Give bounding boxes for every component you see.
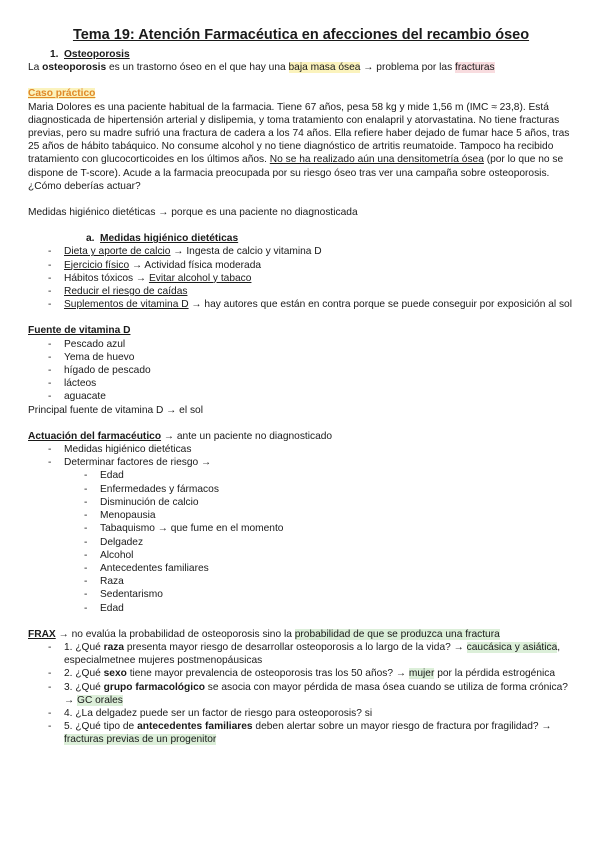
list-item: - Raza — [28, 575, 574, 588]
list-item: - Medidas higiénico dietéticas — [28, 443, 574, 456]
list-item: - 1. ¿Qué raza presenta mayor riesgo de desarrollar osteoporosis a lo largo de la vida? → caucásica y asiática, especialmetnee mujeres postmenopáusicas — [28, 641, 574, 667]
list-item: - Enfermedades y fármacos — [28, 483, 574, 496]
medidas-intro: Medidas higiénico dietéticas → porque es una paciente no diagnosticada — [28, 207, 358, 219]
list-item: - Antecedentes familiares — [28, 562, 574, 575]
medidas-list — [28, 245, 574, 311]
page-title: Tema 19: Atención Farmacéutica en afecciones del recambio óseo — [72, 27, 530, 43]
vitd-footer: Principal fuente de vitamina D → el sol — [28, 404, 203, 416]
list-item: - Delgadez — [28, 536, 574, 549]
list-item: - Edad — [28, 469, 574, 482]
list-item: - 2. ¿Qué sexo tiene mayor prevalencia de osteoporosis tras los 50 años? → mujer por la pérdida estrogénica — [28, 667, 574, 680]
actuacion-heading: Actuación del farmacéutico → ante un paciente no diagnosticado — [28, 430, 333, 442]
list-item: - Determinar factores de riesgo → — [28, 456, 574, 469]
list-item: - Ejercicio físico → Actividad física moderada — [28, 259, 574, 272]
factores-list — [28, 469, 574, 614]
frax-questions — [28, 641, 574, 747]
list-item: - 5. ¿Qué tipo de antecedentes familiares deben alertar sobre un mayor riesgo de fractura por fragilidad? → fracturas previas de un progenitor — [28, 720, 574, 746]
document-page — [28, 26, 574, 747]
caso-practico-label: Caso práctico — [28, 88, 96, 100]
list-item: - 3. ¿Qué grupo farmacológico se asocia con mayor pérdida de masa ósea cuando se utiliza de forma crónica? → GC orales — [28, 681, 574, 707]
list-item: - Pescado azul — [28, 338, 574, 351]
list-item: - 4. ¿La delgadez puede ser un factor de riesgo para osteoporosis? si — [28, 707, 574, 720]
list-item: - lácteos — [28, 377, 574, 390]
list-item: - Dieta y aporte de calcio → Ingesta de calcio y vitamina D — [28, 245, 574, 258]
list-item: - Menopausia — [28, 509, 574, 522]
list-item: - Reducir el riesgo de caídas — [28, 285, 574, 298]
vitd-heading: Fuente de vitamina D — [28, 325, 131, 337]
list-item: - Tabaquismo → que fume en el momento — [28, 522, 574, 535]
list-item: - Disminución de calcio — [28, 496, 574, 509]
medidas-heading: a. Medidas higiénico dietéticas — [86, 233, 239, 245]
list-item: - aguacate — [28, 390, 574, 403]
list-item: - Edad — [28, 602, 574, 615]
vitd-list — [28, 338, 574, 404]
list-item: - Yema de huevo — [28, 351, 574, 364]
list-item: - Alcohol — [28, 549, 574, 562]
caso-practico-text: Maria Dolores es una paciente habitual de la farmacia. Tiene 67 años, pesa 58 kg y mide 1,56 m (IMC ≈ 23,8). Está diagnosticada de hipertensión arterial y dislipemia, y toma tratamiento con enalapril y atorvastatina. No tiene fracturas previas, pero su madre sufrió una fractura de cadera a los 74 años. Ella refiere haber dejado de fumar hace 5 años, tras 25 años de hábito tabáquico. No consume alcohol y no tiene diagnóstico de artritis reumatoide. Tampoco ha recibido tratamiento con glucocorticoides en los últimos años. No se ha realizado aún una densitometría ósea (por lo que no se dispone de T-score). Acude a la farmacia preocupada por su riesgo óseo tras ver una campaña sobre osteoporosis. ¿Cómo deberías actuar? — [28, 101, 570, 192]
list-item: - Hábitos tóxicos → Evitar alcohol y tabaco — [28, 272, 574, 285]
frax-line: FRAX → no evalúa la probabilidad de osteoporosis sino la probabilidad de que se produzca una fractura — [28, 628, 500, 640]
intro-paragraph: La osteoporosis es un trastorno óseo en el que hay una baja masa ósea → problema por las fracturas — [28, 62, 495, 74]
section-heading-osteoporosis: 1. Osteoporosis — [50, 49, 130, 60]
list-item: - Suplementos de vitamina D → hay autores que están en contra porque se puede conseguir por exposición al sol — [28, 298, 574, 311]
list-item: - hígado de pescado — [28, 364, 574, 377]
actuacion-list — [28, 443, 574, 469]
list-item: - Sedentarismo — [28, 588, 574, 601]
